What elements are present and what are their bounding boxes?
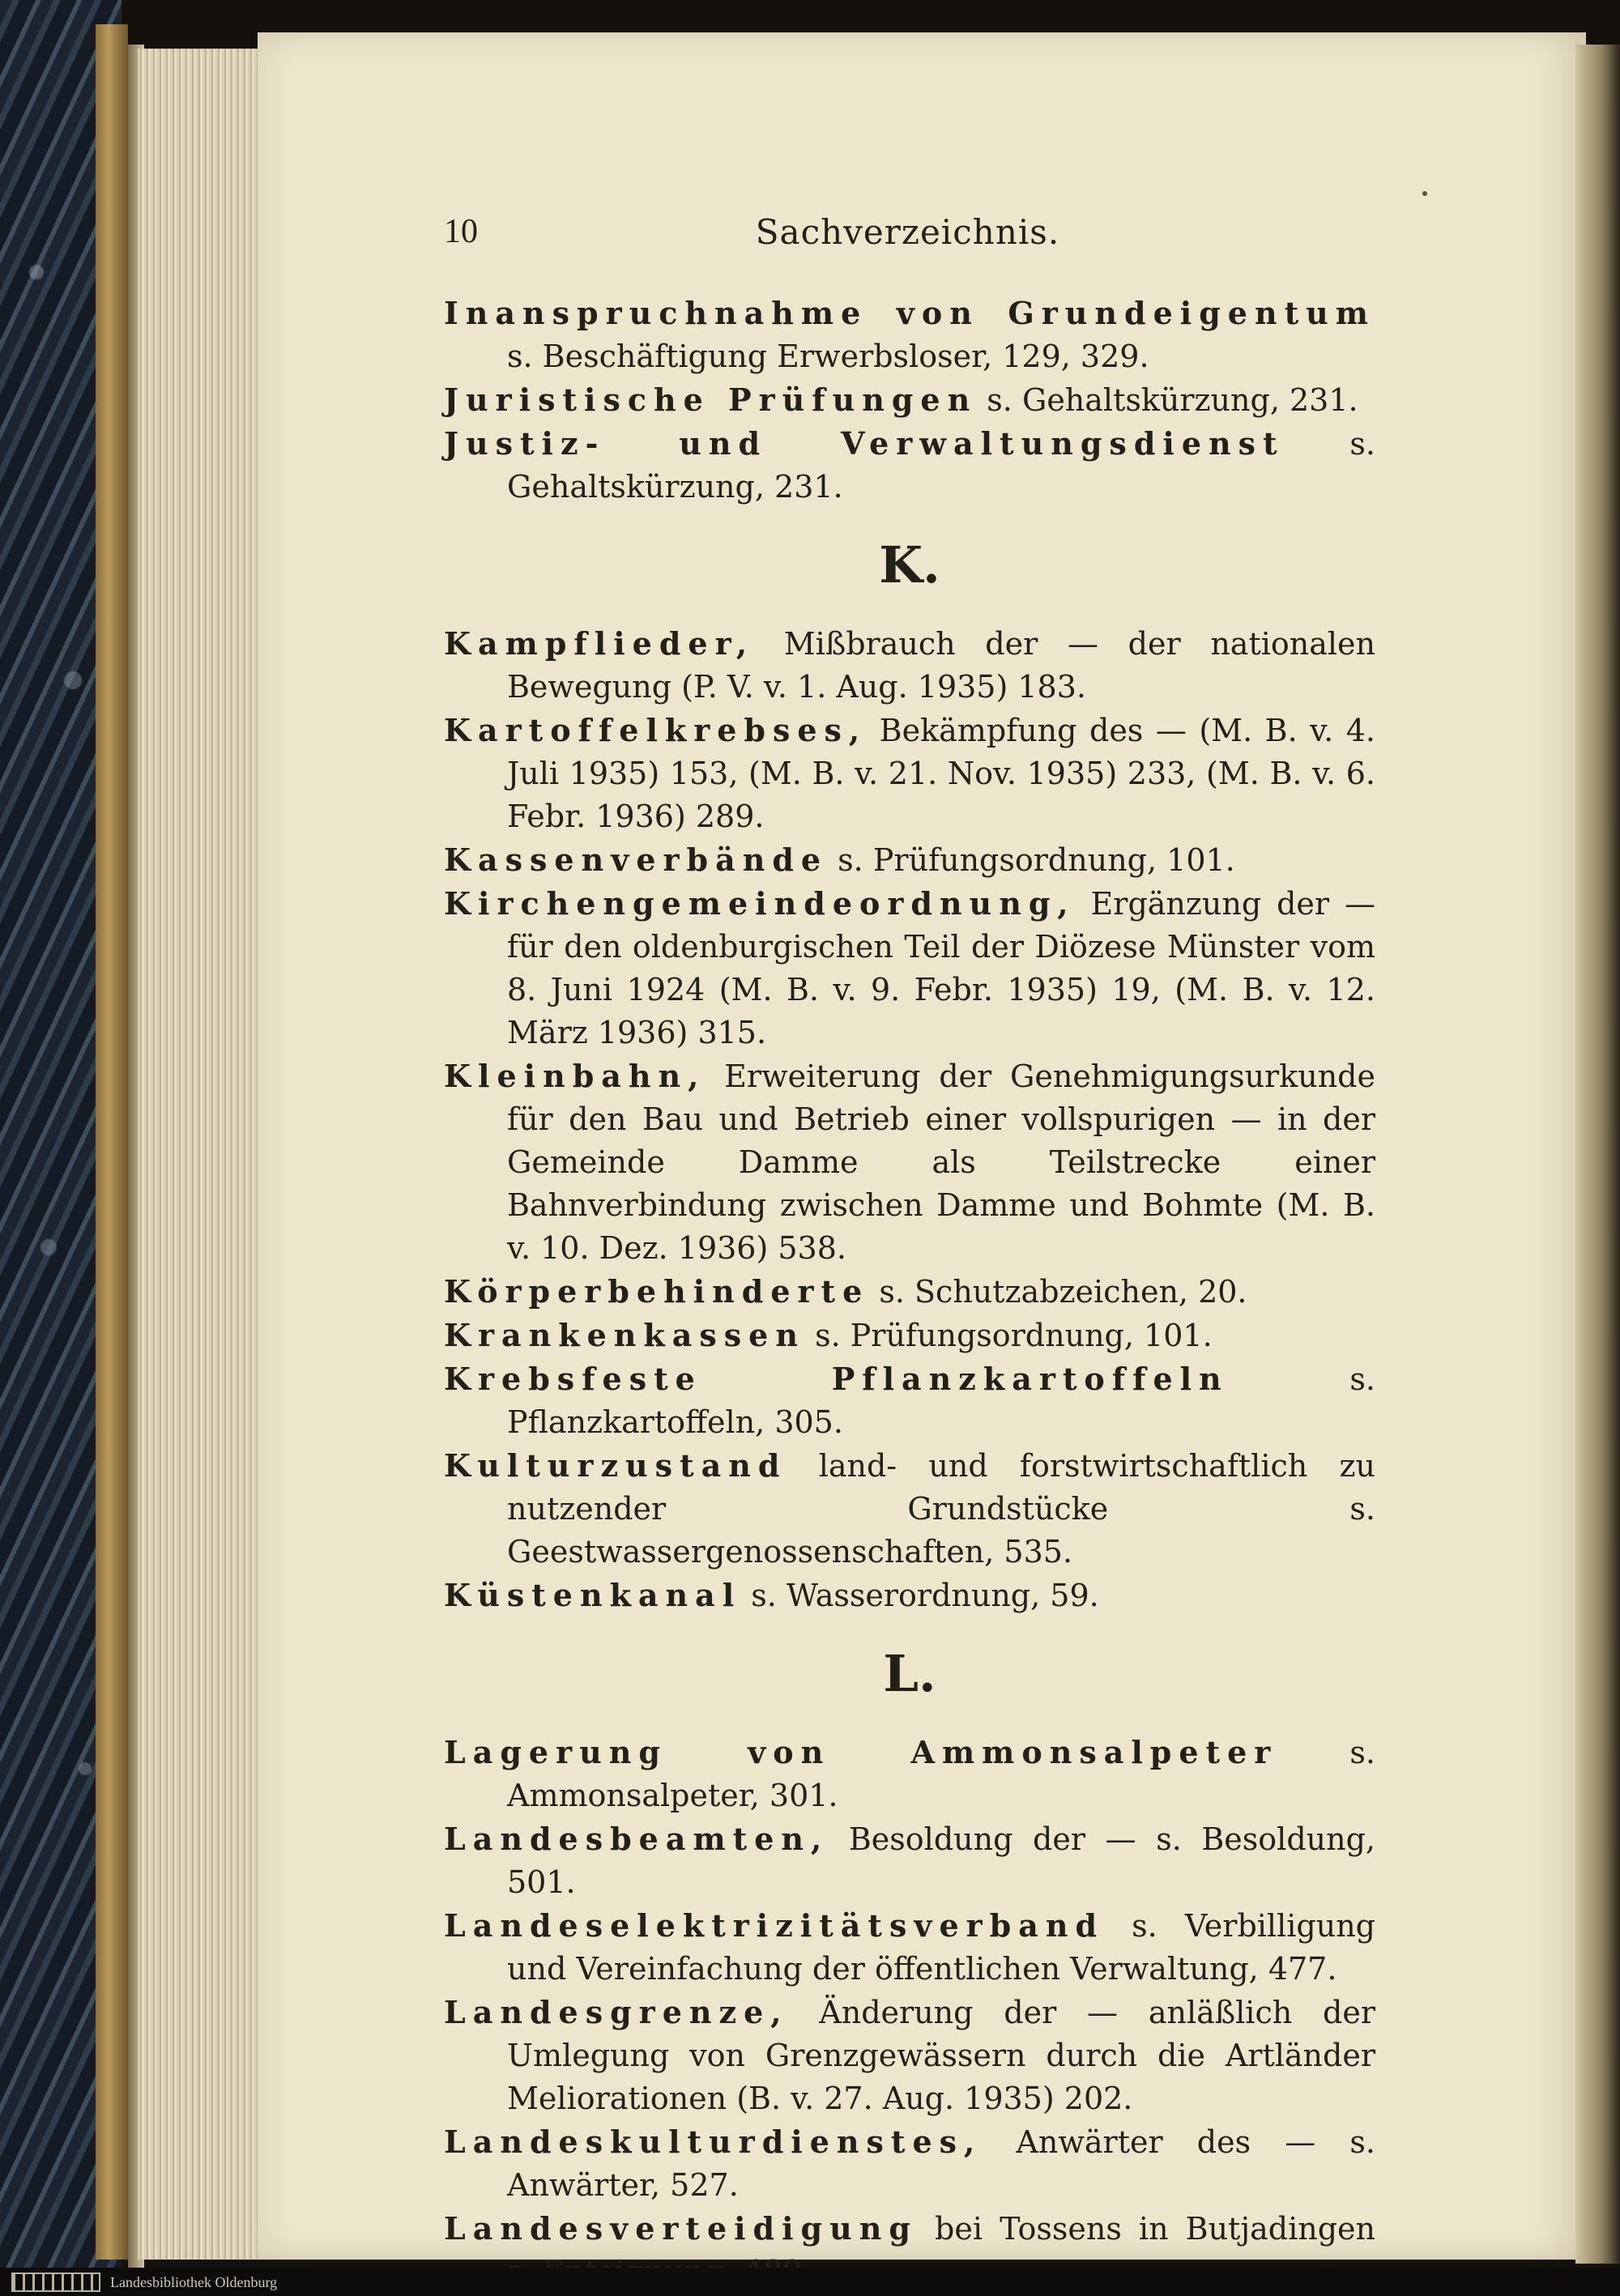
entry-keyword: Lagerung von Ammonsalpeter	[444, 1734, 1278, 1770]
entry-text: Erweiterung der Genehmigungsurkunde für den Bau und Betrieb einer vollspurigen — in der Gemeinde Damme als Teilstrecke einer Bahnverbindung zwischen Damme und Bohmte (M. B. v. 10. Dez. 1936) 538.	[507, 1059, 1375, 1266]
index-entry	[444, 1991, 1375, 2120]
index-entry	[444, 1054, 1375, 1270]
library-name: Landesbibliothek Oldenburg	[110, 2274, 278, 2290]
entry-keyword: Körperbehinderte	[444, 1273, 870, 1310]
index-entry	[444, 1904, 1375, 1991]
entry-keyword: Kirchengemeindeordnung,	[444, 885, 1076, 922]
library-building-icon	[11, 2273, 100, 2292]
entry-keyword: Inanspruchnahme von Grundeigentum	[444, 295, 1375, 331]
entry-text: s. Beschäftigung Erwerbsloser, 129, 329.	[507, 339, 1149, 374]
index-entry	[444, 1574, 1375, 1617]
index-entry	[444, 1357, 1375, 1444]
entry-text: Mißbrauch der — der nationalen Bewegung (P. V. v. 1. Aug. 1935) 183.	[507, 626, 1375, 705]
entry-text: s. Prüfungsordnung, 101.	[828, 842, 1235, 878]
entry-keyword: Küstenkanal	[444, 1577, 742, 1613]
entry-text: Anwärter des — s. Anwärter, 527.	[507, 2124, 1375, 2203]
entry-keyword: Krankenkassen	[444, 1317, 805, 1353]
entry-text: Besoldung der — s. Besoldung, 501.	[507, 1821, 1375, 1900]
entry-keyword: Justiz- und Verwaltungsdienst	[444, 425, 1285, 462]
index-entry	[444, 622, 1375, 709]
entry-keyword: Landeselektrizitätsverband	[444, 1907, 1105, 1944]
page-header	[444, 212, 1371, 261]
page-right-edge	[1575, 45, 1620, 2264]
entry-keyword: Kampflieder,	[444, 625, 755, 662]
entry-keyword: Landesbeamten,	[444, 1821, 829, 1857]
entry-text: Bekämpfung des — (M. B. v. 4. Juli 1935) 153, (M. B. v. 21. Nov. 1935) 233, (M. B. v. 6. Febr. 1936) 289.	[507, 713, 1375, 834]
entry-keyword: Kassenverbände	[444, 841, 829, 878]
index-entries	[444, 292, 1375, 2294]
page-speck	[1422, 191, 1427, 196]
entry-text: Ergänzung der — für den oldenburgischen Teil der Diözese Münster vom 8. Juni 1924 (M. B. v. 9. Febr. 1935) 19, (M. B. v. 12. März 1936) 315.	[507, 886, 1375, 1050]
section-letter: L.	[883, 1644, 936, 1703]
entry-text: s. Pflanzkartoffeln, 305.	[507, 1361, 1375, 1440]
entry-keyword: Landesverteidigung	[444, 2210, 918, 2247]
entry-text: Änderung der — anläßlich der Umlegung von Grenzgewässern durch die Artländer Meliorationen (B. v. 27. Aug. 1935) 202.	[507, 1995, 1375, 2116]
index-entry	[444, 378, 1375, 422]
entry-text: s. Wasserordnung, 59.	[741, 1578, 1099, 1613]
entry-keyword: Kleinbahn,	[444, 1058, 706, 1094]
entry-text: bei Tossens in Butjadingen	[935, 2211, 1375, 2247]
index-entry	[444, 882, 1375, 1054]
page-number: 10	[444, 213, 478, 250]
entry-text: s. Schutzabzeichen, 20.	[869, 1274, 1247, 1310]
entry-keyword: Kartoffelkrebses,	[444, 712, 868, 748]
entry-text: land- und forstwirtschaftlich zu nutzender Grundstücke s. Geestwassergenossenschaften, 535.	[507, 1448, 1375, 1570]
entry-keyword: Landeskulturdienstes,	[444, 2123, 983, 2160]
index-entry	[444, 1817, 1375, 1904]
index-entry	[444, 1270, 1375, 1314]
index-entry	[444, 838, 1375, 882]
cover-edge	[96, 24, 128, 2260]
entry-text: s. Gehaltskürzung, 231.	[977, 382, 1358, 418]
entry-text: s. Verbilligung und Vereinfachung der öffentlichen Verwaltung, 477.	[507, 1908, 1375, 1987]
entry-keyword: Juristische Prüfungen	[444, 381, 978, 418]
index-entry	[444, 1314, 1375, 1357]
index-entry	[444, 709, 1375, 838]
entry-keyword: Landesgrenze,	[444, 1994, 789, 2030]
index-entry	[444, 1731, 1375, 1817]
index-entry	[444, 1444, 1375, 1574]
running-head: Sachverzeichnis.	[755, 212, 1060, 252]
entry-text: s. Ammonsalpeter, 301.	[507, 1735, 1375, 1813]
entry-keyword: Kulturzustand	[444, 1447, 787, 1484]
entry-text: s. Gehaltskürzung, 231.	[507, 426, 1375, 505]
entry-text: s. Prüfungsordnung, 101.	[804, 1318, 1213, 1353]
index-entry	[444, 2120, 1375, 2207]
entry-keyword: Krebsfeste Pflanzkartoffeln	[444, 1361, 1229, 1397]
index-entry	[444, 292, 1375, 378]
index-entry	[444, 422, 1375, 509]
section-letter: K.	[879, 535, 940, 594]
page-stack	[138, 49, 259, 2260]
